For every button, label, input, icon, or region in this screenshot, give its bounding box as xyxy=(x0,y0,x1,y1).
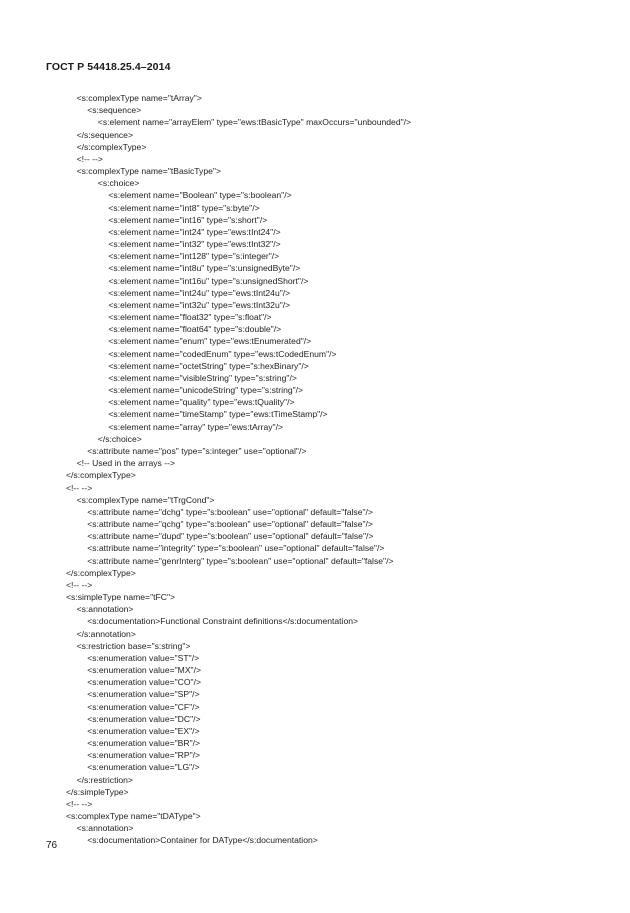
code-line: <s:attribute name="genrInterg" type="s:boolean" use="optional" default="false"/> xyxy=(87,555,394,566)
code-line: <s:enumeration value="ST"/> xyxy=(87,652,200,663)
code-line: <s:enumeration value="BR"/> xyxy=(87,738,201,749)
code-line: <s:element name="timeStamp" type="ews:tTimeStamp"/> xyxy=(108,409,328,420)
code-line: <s:element name="octetString" type="s:hexBinary"/> xyxy=(108,360,309,371)
code-line: </s:complexType> xyxy=(66,470,136,481)
code-line: </s:annotation> xyxy=(76,628,136,639)
page-number: 76 xyxy=(46,840,58,851)
code-line: <s:sequence> xyxy=(87,105,142,116)
code-line: </s:restriction> xyxy=(76,774,133,785)
code-line: <s:element name="float32" type="s:float"/> xyxy=(108,312,272,323)
code-line: </s:complexType> xyxy=(76,141,147,152)
code-line: <s:element name="int128" type="s:integer"/> xyxy=(108,251,280,262)
code-line: <s:choice> xyxy=(97,178,140,189)
code-line: <s:attribute name="dchg" type="s:boolean" use="optional" default="false"/> xyxy=(87,506,373,517)
code-line: <!-- Used in the arrays --> xyxy=(76,458,175,469)
code-line: <s:element name="int32u" type="ews:tInt32u"/> xyxy=(108,299,291,310)
code-line: <s:documentation>Container for DAType</s:documentation> xyxy=(87,835,318,846)
code-line: <!-- --> xyxy=(66,482,93,493)
code-line: <s:enumeration value="EX"/> xyxy=(87,725,200,736)
code-line: <s:complexType name="tDAType"> xyxy=(66,811,201,822)
code-line: </s:choice> xyxy=(97,433,142,444)
code-line: <s:element name="Boolean" type="s:boolean"/> xyxy=(108,190,292,201)
code-line: <s:element name="arrayElem" type="ews:tBasicType" maxOccurs="unbounded"/> xyxy=(97,117,412,128)
code-line: </s:complexType> xyxy=(66,567,136,578)
code-line: </s:sequence> xyxy=(76,129,133,140)
code-line: <s:attribute name="integrity" type="s:boolean" use="optional" default="false"/> xyxy=(87,543,385,554)
code-line: <s:element name="int8" type="s:byte"/> xyxy=(108,202,260,213)
xml-schema-listing xyxy=(0,92,630,847)
code-line: </s:simpleType> xyxy=(66,786,129,797)
code-line: <s:element name="float64" type="s:double"/> xyxy=(108,324,282,335)
code-line: <s:annotation> xyxy=(76,823,134,834)
code-line: <s:element name="int24" type="ews:tInt24"/> xyxy=(108,226,281,237)
code-line: <s:enumeration value="CO"/> xyxy=(87,677,202,688)
code-line: <s:element name="int16u" type="s:unsignedShort"/> xyxy=(108,275,309,286)
code-line: <s:enumeration value="DC"/> xyxy=(87,713,201,724)
code-line: <!-- --> xyxy=(66,579,93,590)
code-line: <s:element name="array" type="ews:tArray"/> xyxy=(108,421,283,432)
code-line: <s:element name="int32" type="ews:tInt32"/> xyxy=(108,239,281,250)
code-line: <s:restriction base="s:string"> xyxy=(76,640,191,651)
code-line: <s:element name="int24u" type="ews:tInt24u"/> xyxy=(108,287,291,298)
code-line: <s:annotation> xyxy=(76,604,134,615)
code-line: <s:attribute name="qchg" type="s:boolean" use="optional" default="false"/> xyxy=(87,519,373,530)
code-line: <s:element name="codedEnum" type="ews:tCodedEnum"/> xyxy=(108,348,337,359)
code-line: <s:enumeration value="CF"/> xyxy=(87,701,200,712)
code-line: <s:complexType name="tBasicType"> xyxy=(76,166,221,177)
code-line: <!-- --> xyxy=(66,798,93,809)
code-line: <s:enumeration value="MX"/> xyxy=(87,665,202,676)
code-line: <s:element name="enum" type="ews:tEnumerated"/> xyxy=(108,336,312,347)
code-line: <s:attribute name="dupd" type="s:boolean" use="optional" default="false"/> xyxy=(87,531,374,542)
code-line: <s:element name="quality" type="ews:tQuality"/> xyxy=(108,397,295,408)
code-line: <s:simpleType name="tFC"> xyxy=(66,592,176,603)
code-line: <s:element name="visibleString" type="s:string"/> xyxy=(108,372,297,383)
code-line: <!-- --> xyxy=(76,153,103,164)
code-line: <s:element name="unicodeString" type="s:string"/> xyxy=(108,385,304,396)
code-line: <s:element name="int8u" type="s:unsignedByte"/> xyxy=(108,263,301,274)
page-header-standard: ГОСТ Р 54418.25.4–2014 xyxy=(46,61,171,73)
code-line: <s:element name="int16" type="s:short"/> xyxy=(108,214,268,225)
code-line: <s:enumeration value="SP"/> xyxy=(87,689,200,700)
code-line: <s:complexType name="tArray"> xyxy=(76,93,202,103)
code-line: <s:complexType name="tTrgCond"> xyxy=(76,494,215,505)
code-line: <s:attribute name="pos" type="s:integer" use="optional"/> xyxy=(87,445,307,456)
code-line: <s:enumeration value="RP"/> xyxy=(87,750,201,761)
code-line: <s:documentation>Functional Constraint definitions</s:documentation> xyxy=(87,616,359,627)
code-line: <s:enumeration value="LG"/> xyxy=(87,762,200,773)
